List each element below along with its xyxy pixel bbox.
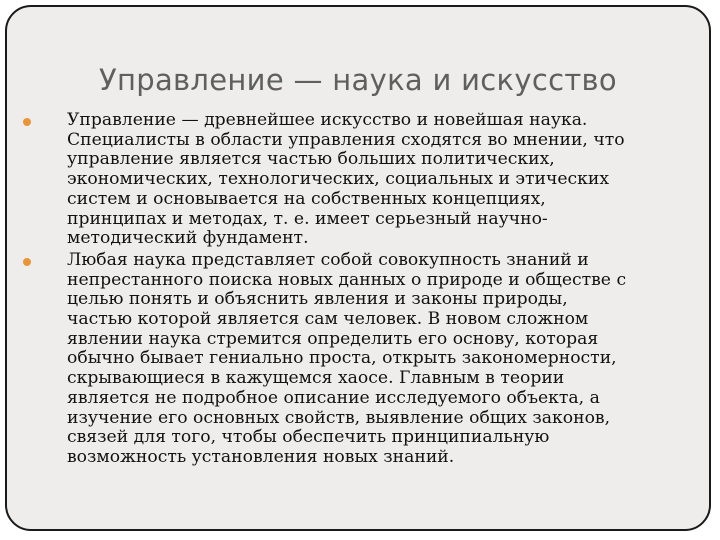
text-line: целью понять и объяснить явления и законы природы,	[67, 289, 568, 310]
text-line: изучение его основных свойств, выявление общих законов,	[67, 407, 611, 428]
bullet-item	[17, 251, 689, 468]
text-line: является не подробное описание исследуемого объекта, а	[67, 387, 600, 408]
text-line: непрестанного поиска новых данных о природе и обществе с	[67, 269, 627, 290]
text-line: управление является частью больших политических,	[67, 149, 555, 170]
text-line: частью которой является сам человек. В новом сложном	[67, 309, 589, 330]
text-line: явлении наука стремится определить его основу, которая	[67, 328, 599, 349]
text-line: связей для того, чтобы обеспечить принципиальную	[67, 427, 550, 448]
bullet-text	[67, 111, 689, 249]
text-line: Управление — древнейшее искусство и новейшая наука.	[67, 110, 588, 130]
bullet-text	[67, 251, 689, 468]
text-line: Специалисты в области управления сходятся во мнении, что	[67, 129, 625, 150]
slide	[5, 5, 711, 531]
text-line: принципах и методах, т. е. имеет серьезный научно-	[67, 208, 548, 229]
slide-title: Управление — наука и искусство	[99, 63, 617, 97]
text-line: методический фундамент.	[67, 228, 309, 249]
text-line: экономических, технологических, социальных и этических	[67, 169, 610, 190]
bullet-item	[17, 111, 689, 249]
bullet-dot-icon	[23, 258, 31, 266]
text-line: систем и основывается на собственных концепциях,	[67, 188, 546, 209]
bullet-list	[17, 111, 689, 470]
bullet-dot-icon	[23, 118, 31, 126]
text-line: скрывающиеся в кажущемся хаосе. Главным в теории	[67, 368, 565, 389]
text-line: Любая наука представляет собой совокупность знаний и	[67, 249, 589, 270]
text-line: обычно бывает гениально проста, открыть закономерности,	[67, 348, 617, 369]
text-line: возможность установления новых знаний.	[67, 446, 455, 467]
